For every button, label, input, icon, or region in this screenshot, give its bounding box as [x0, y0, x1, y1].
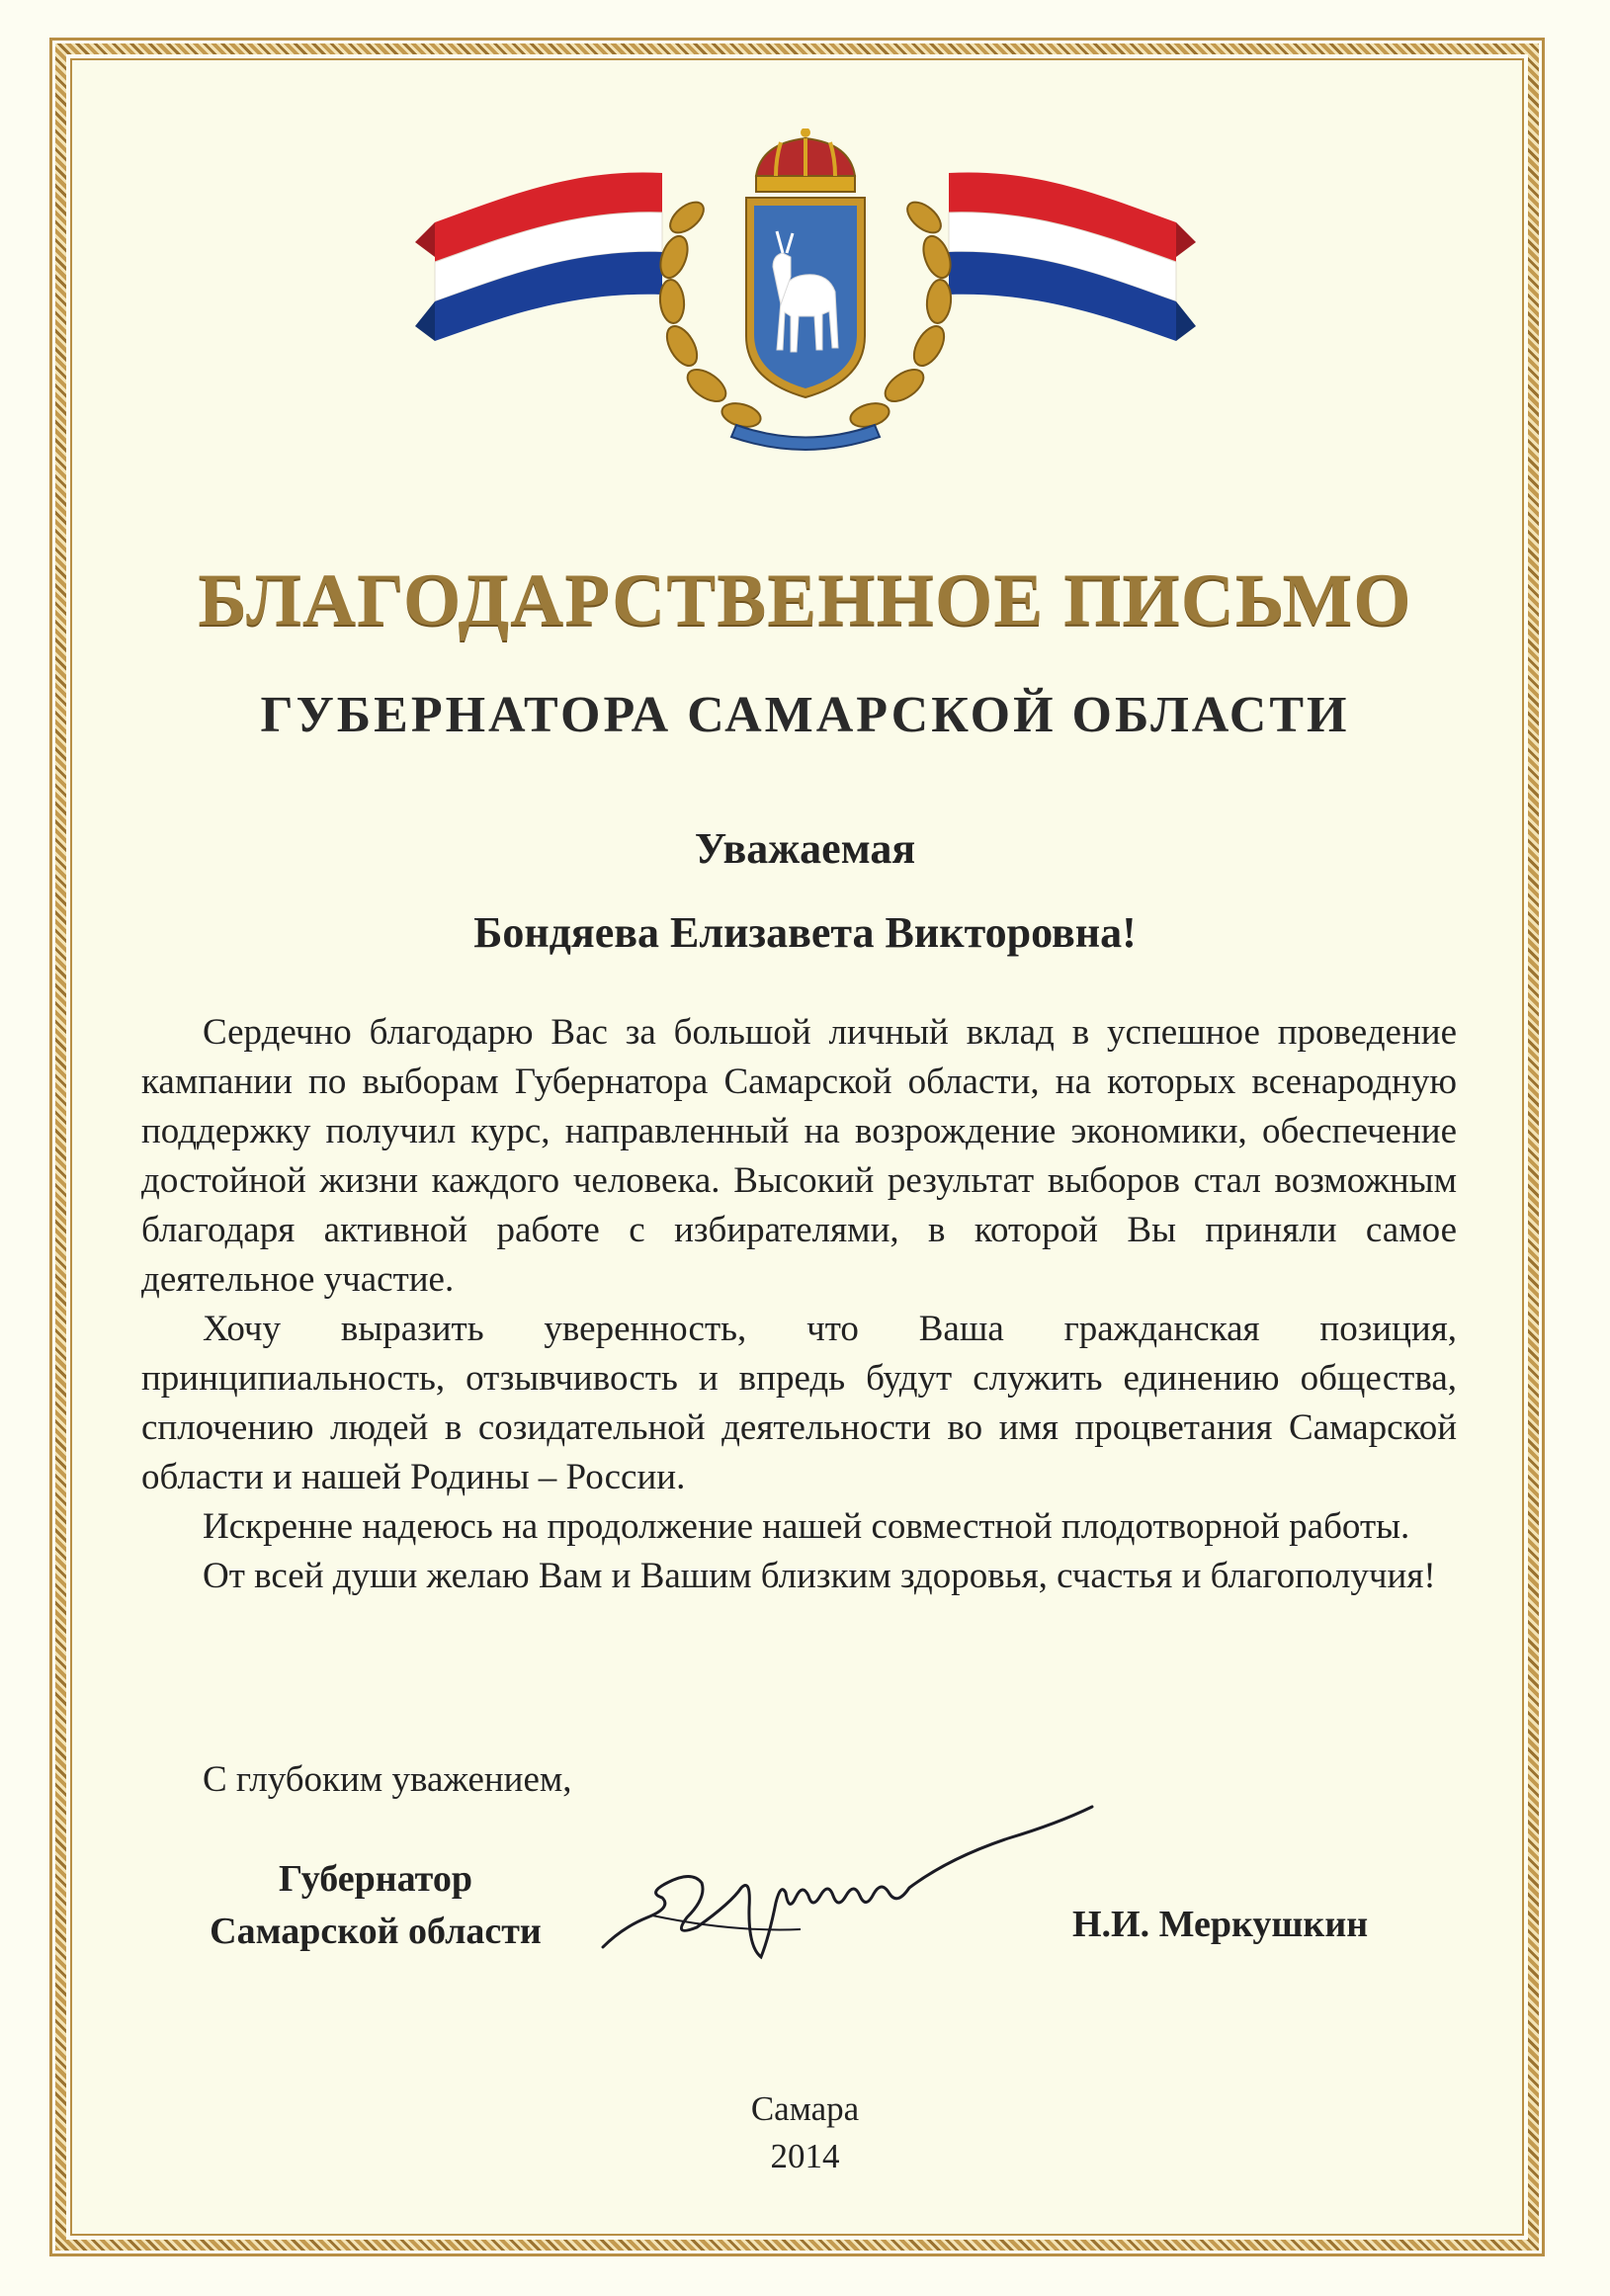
signer-position-line2: Самарской области	[210, 1911, 542, 1952]
crown-icon	[756, 128, 855, 192]
letter-subtitle: ГУБЕРНАТОРА САМАРСКОЙ ОБЛАСТИ	[260, 687, 1350, 743]
closing-phrase: С глубоким уважением,	[203, 1759, 572, 1800]
letter-body	[141, 1008, 1457, 1601]
signer-position-line1: Губернатор	[279, 1858, 472, 1900]
salutation-recipient-name: Бондяева Елизавета Викторовна!	[473, 908, 1137, 957]
body-paragraph: Искренне надеюсь на продолжение нашей совместной плодотворной работы.	[203, 1506, 1410, 1547]
place-and-date	[79, 2085, 1531, 2180]
handwritten-signature-icon	[593, 1799, 1097, 1972]
body-paragraph: Хочу выразить уверенность, что Ваша гражданская позиция, принципиальность, отзывчивость и впредь будут служить единению общества, сплочению людей в созидательной деятельности во имя процветания Самарской области и нашей Родины – России.	[141, 1309, 1457, 1497]
signer-name: Н.И. Меркушкин	[1072, 1904, 1369, 1945]
letter-title: БЛАГОДАРСТВЕННОЕ ПИСЬМО	[198, 559, 1412, 641]
flag-ribbon-right-icon	[949, 172, 1196, 341]
samara-coat-of-arms-icon	[415, 128, 1196, 455]
flag-ribbon-left-icon	[415, 172, 662, 341]
place-city: Самара	[750, 2089, 860, 2128]
signer-position	[143, 1853, 608, 1958]
place-year: 2014	[770, 2137, 840, 2175]
salutation-greeting: Уважаемая	[694, 824, 916, 873]
body-paragraph: Сердечно благодарю Вас за большой личный вклад в успешное проведение кампании по выборам Губернатора Самарской области, на которых всенародную поддержку получил курс, направленный на возрождение экономики, обеспечение достойной жизни каждого человека. Высокий результат выборов стал возможным благодаря активной работе с избирателями, в которой Вы приняли самое деятельное участие.	[141, 1012, 1457, 1300]
body-paragraph: От всей души желаю Вам и Вашим близким здоровья, счастья и благополучия!	[203, 1556, 1436, 1596]
